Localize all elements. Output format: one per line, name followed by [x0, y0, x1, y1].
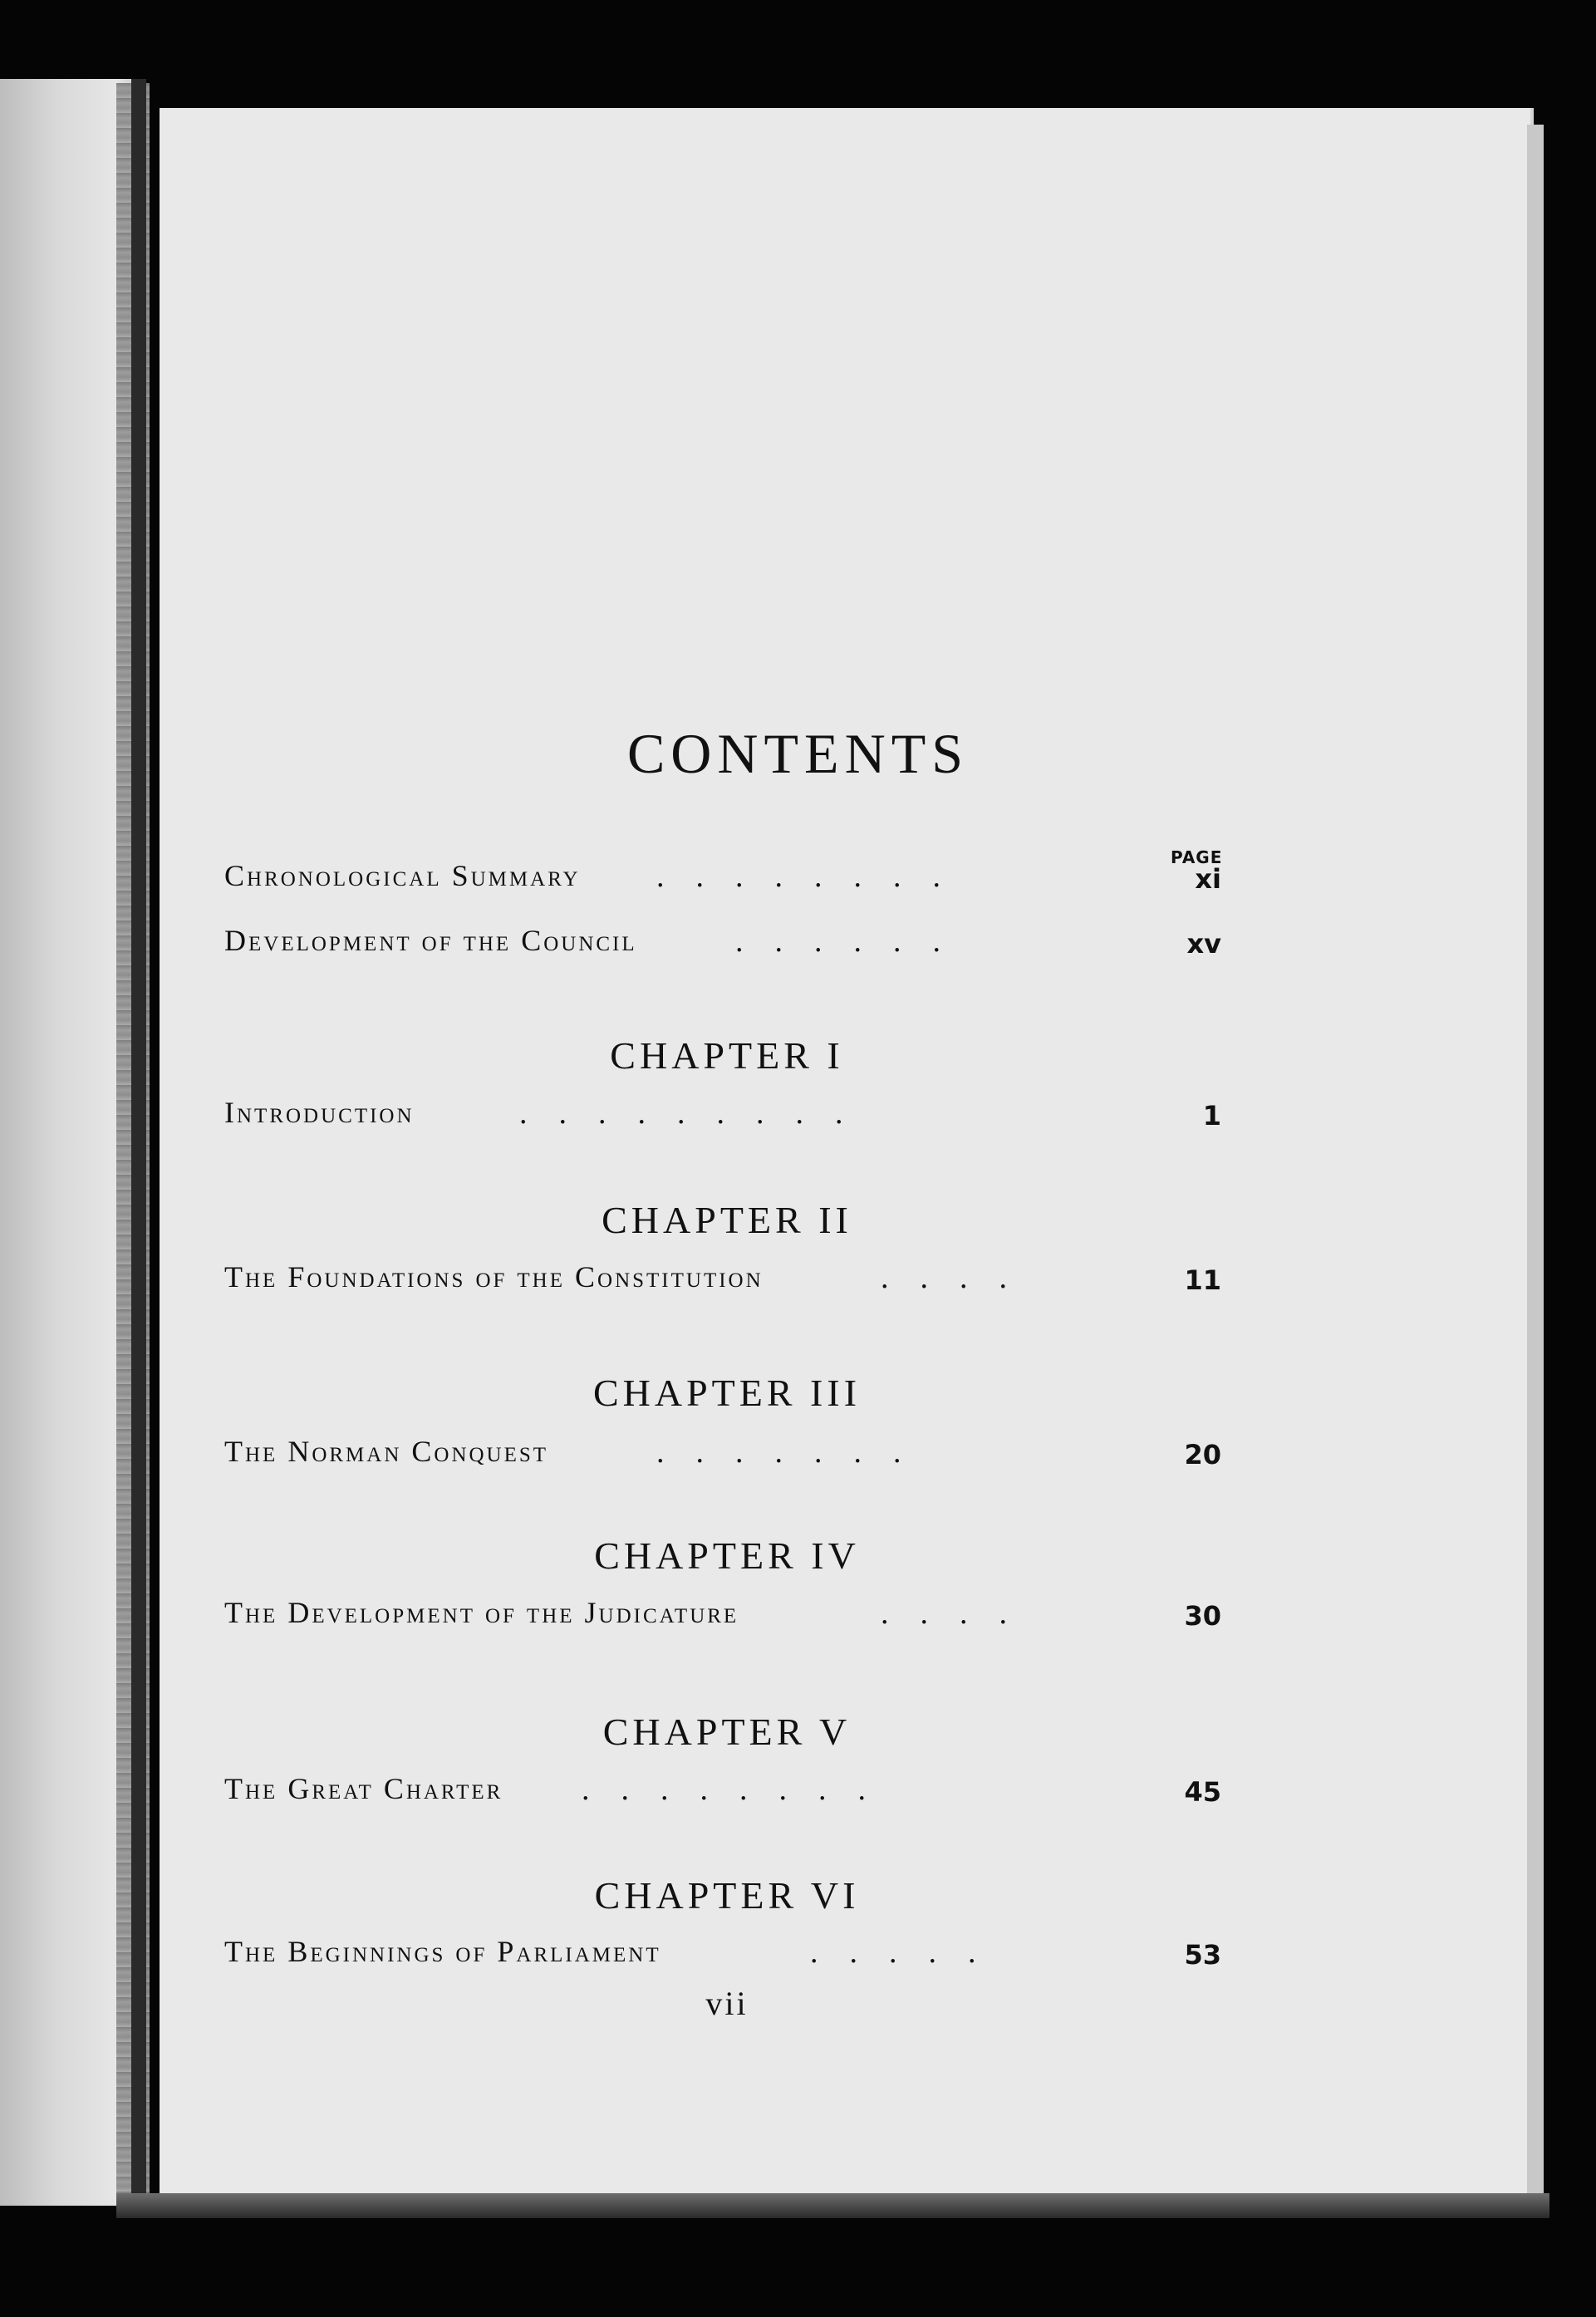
- chapter-heading: CHAPTER I: [610, 1034, 844, 1077]
- leader-dots: ....: [881, 1596, 1039, 1631]
- leader-dots: .......: [656, 1435, 933, 1470]
- toc-entry-title: Introduction: [224, 1096, 415, 1129]
- chapter-heading: CHAPTER III: [592, 1372, 862, 1414]
- leader-dots: ........: [582, 1772, 897, 1807]
- toc-entry-title: The Development of the Judicature: [224, 1596, 739, 1629]
- leader-dots: ........: [656, 859, 972, 894]
- chapter-heading: CHAPTER IV: [594, 1534, 860, 1577]
- toc-entry-title: The Foundations of the Constitution: [224, 1260, 764, 1293]
- page-column-label: PAGE: [1171, 847, 1223, 867]
- leader-dots: ....: [881, 1260, 1039, 1295]
- toc-entry-page: 11: [1184, 1264, 1221, 1296]
- toc-entry-chapter-2[interactable]: [224, 1253, 1221, 1303]
- leader-dots: ......: [735, 924, 972, 959]
- toc-entry-page: 20: [1184, 1439, 1221, 1470]
- contents-title: CONTENTS: [626, 722, 970, 785]
- toc-entry-page: xi: [1195, 863, 1221, 895]
- toc-entry-title: The Norman Conquest: [224, 1435, 549, 1468]
- chapter-heading: CHAPTER II: [602, 1199, 852, 1241]
- toc-entry-page: 53: [1184, 1939, 1221, 1971]
- toc-entry-page: 1: [1202, 1100, 1221, 1132]
- page-folio: vii: [705, 1985, 749, 2022]
- toc-entry-title: The Beginnings of Parliament: [224, 1935, 661, 1968]
- toc-entry-development-of-the-council[interactable]: [224, 916, 1221, 966]
- chapter-heading: CHAPTER V: [602, 1711, 852, 1753]
- leader-dots: .....: [810, 1935, 1008, 1970]
- toc-entry-page: 45: [1184, 1776, 1221, 1808]
- toc-entry-chapter-1[interactable]: [224, 1088, 1221, 1138]
- toc-entry-chapter-5[interactable]: [224, 1765, 1221, 1814]
- toc-entry-chapter-4[interactable]: [224, 1588, 1221, 1638]
- page-edge-shadow: [1527, 125, 1544, 2202]
- toc-entry-title: Chronological Summary: [224, 859, 581, 892]
- leader-dots: .........: [519, 1096, 875, 1131]
- page-bottom-edge: [116, 2193, 1549, 2218]
- toc-entry-page: xv: [1186, 928, 1221, 960]
- toc-entry-page: 30: [1184, 1600, 1221, 1632]
- toc-entry-title: The Great Charter: [224, 1772, 503, 1805]
- chapter-heading: CHAPTER VI: [594, 1874, 860, 1917]
- toc-entry-chapter-6[interactable]: [224, 1927, 1221, 1977]
- toc-entry-chapter-3[interactable]: [224, 1427, 1221, 1477]
- toc-entry-chronological-summary[interactable]: [224, 852, 1221, 901]
- toc-entry-title: Development of the Council: [224, 924, 637, 957]
